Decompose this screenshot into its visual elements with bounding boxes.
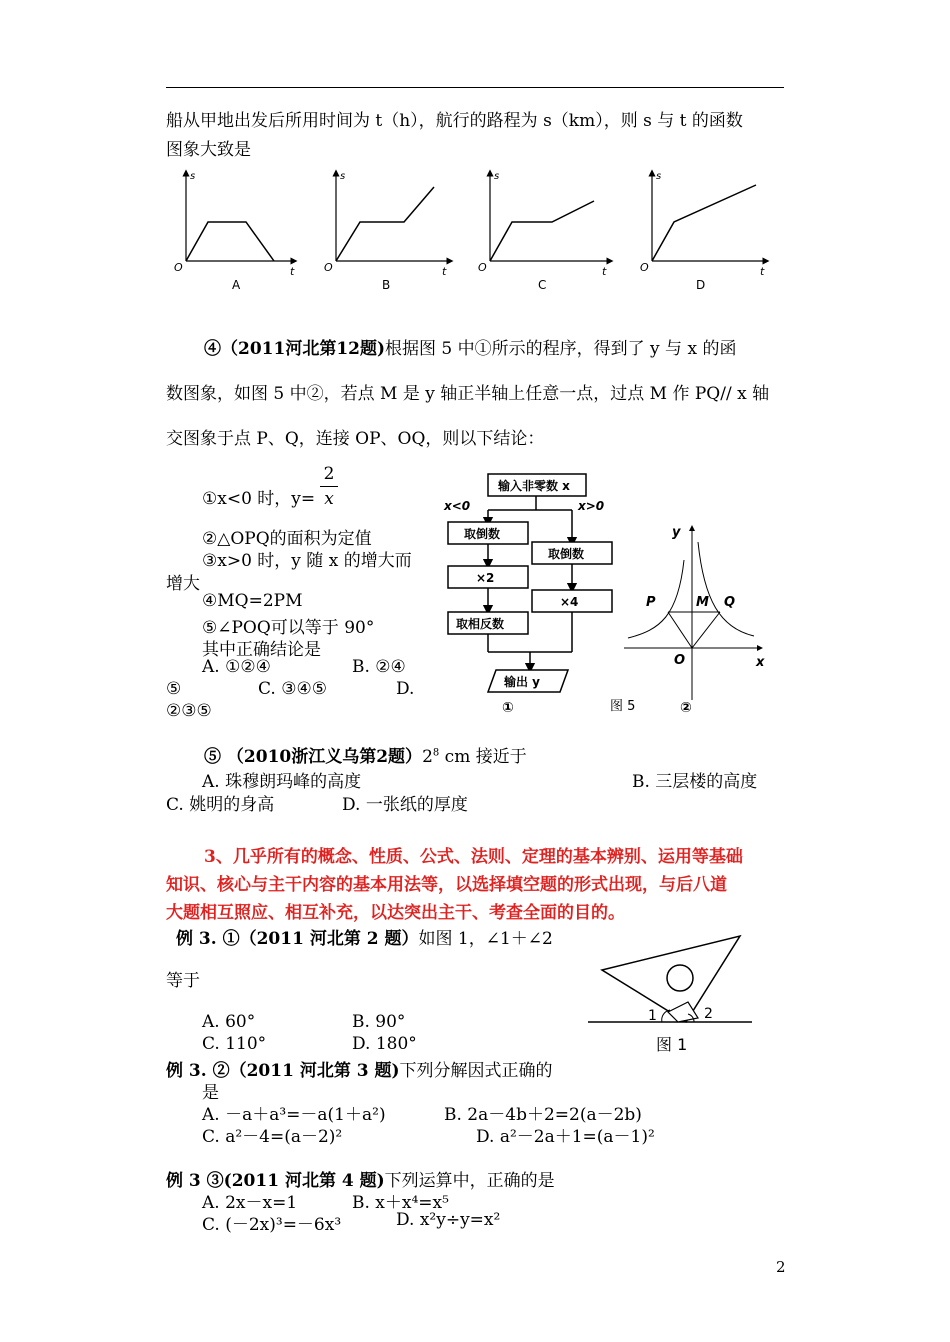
q4-line-1 <box>204 334 736 359</box>
ex3b-line-2: 是 <box>202 1083 219 1103</box>
fig1-angle-1: 1 <box>648 1008 657 1024</box>
fig1-caption: 图 1 <box>656 1035 688 1054</box>
ex3b-head: 例 3. ②（2011 河北第 3 题) <box>166 1061 400 1081</box>
flow-input: 输入非零数 x <box>498 479 570 493</box>
figure-1 <box>584 930 754 1060</box>
graph-d-t: t <box>760 265 765 278</box>
flow-left-2: ×2 <box>476 571 495 585</box>
q4-choice-1 <box>202 484 315 509</box>
graph-a <box>174 171 295 292</box>
ex3c-opt-c: C. (－2x)³=－6x³ <box>202 1215 342 1235</box>
ex3a-head: 例 3. ①（2011 河北第 2 题） <box>176 929 419 949</box>
q4-opt-b2: ⑤ <box>166 679 182 699</box>
flow-right-2: ×4 <box>560 595 579 609</box>
flow-left-cond: x<0 <box>444 499 471 513</box>
ex3c-rest: 下列运算中，正确的是 <box>384 1171 555 1191</box>
ex3c-head: 例 3 ③(2011 河北第 4 题) <box>166 1171 385 1191</box>
ex3a-line <box>176 924 553 949</box>
ex3b-opt-d: D. a²－2a＋1=(a－1)² <box>476 1127 655 1147</box>
q4-choice-4: ④MQ=2PM <box>202 591 303 611</box>
ex3a-opt-c: C. 110° <box>202 1034 267 1054</box>
q5-base: 2 <box>422 747 433 767</box>
graph-c-s: s <box>494 171 500 182</box>
flow-right-cond: x>0 <box>578 499 605 513</box>
ex3b-line <box>166 1056 553 1081</box>
flow-output: 输出 y <box>504 675 541 689</box>
graph-b-o: O <box>324 261 333 274</box>
ex3a-opt-b: B. 90° <box>352 1012 406 1032</box>
ex3a-opt-d: D. 180° <box>352 1034 417 1054</box>
q5-opt-a: A. 珠穆朗玛峰的高度 <box>202 772 362 792</box>
q4-line-3: 交图象于点 P、Q，连接 OP、OQ，则以下结论： <box>166 429 545 449</box>
q4-opt-a: A. ①②④ <box>202 657 271 677</box>
q4-choice-3b: 增大 <box>166 574 200 594</box>
flow-right-1: 取倒数 <box>548 547 585 561</box>
graph-a-s: s <box>190 171 196 182</box>
fig1-angle-2: 2 <box>704 1006 713 1022</box>
graph-p: P <box>646 595 656 610</box>
graph-c-t: t <box>602 265 607 278</box>
ex3a-line-2: 等于 <box>166 971 200 991</box>
graph-b-t: t <box>442 265 447 278</box>
section3-line-3: 大题相互照应、相互补充，以达突出主干、考查全面的目的。 <box>166 903 625 923</box>
q5-opt-d: D. 一张纸的厚度 <box>342 795 468 815</box>
ex3c-opt-d: D. x²y÷y=x² <box>396 1210 501 1230</box>
q5-rest: cm 接近于 <box>439 747 527 767</box>
st-graphs <box>166 165 786 300</box>
graph-a-label: A <box>232 278 241 292</box>
q4-opt-c: C. ③④⑤ <box>258 679 327 699</box>
q4-opt-b: B. ②④ <box>352 657 406 677</box>
q4-opt-d2: ②③⑤ <box>166 701 212 721</box>
q5-line <box>204 742 527 767</box>
graph-fig: 图 5 <box>610 699 636 714</box>
q4-opt-d: D. <box>396 679 415 699</box>
reciprocal-graph <box>610 520 770 720</box>
ex3c-opt-a: A. 2x－x=1 <box>202 1193 298 1213</box>
q4-line-1-rest: 根据图 5 中①所示的程序，得到了 y 与 x 的函 <box>385 339 737 359</box>
q4-choice-1-text: ①x<0 时，y= <box>202 489 316 509</box>
q5-head: ⑤ （2010浙江义乌第2题） <box>204 747 423 767</box>
graph-num-2: ② <box>680 700 692 716</box>
page-number: 2 <box>776 1258 786 1276</box>
section3-line-1: 3、几乎所有的概念、性质、公式、法则、定理的基本辨别、运用等基础 <box>204 847 743 867</box>
intro-line-1: 船从甲地出发后所用时间为 t（h），航行的路程为 s（km），则 s 与 t 的函数 <box>166 111 743 131</box>
q4-frac-den: x <box>324 489 334 509</box>
graph-d <box>640 171 766 292</box>
intro-line-2: 图象大致是 <box>166 140 251 160</box>
graph-d-label: D <box>696 278 706 292</box>
flow-left-1: 取倒数 <box>464 527 501 541</box>
q4-head: ④（2011河北第12题) <box>204 339 386 359</box>
graph-c-o: O <box>478 261 487 274</box>
q4-frac-num: 2 <box>323 464 335 484</box>
ex3b-opt-b: B. 2a－4b＋2=2(a－2b) <box>444 1105 642 1125</box>
graph-b-s: s <box>340 171 346 182</box>
ex3b-opt-c: C. a²－4=(a－2)² <box>202 1127 343 1147</box>
graph-y: y <box>672 525 681 540</box>
q4-choice-2: ②△OPQ的面积为定值 <box>202 529 372 549</box>
q4-choice-3: ③x>0 时，y 随 x 的增大而 <box>202 551 412 571</box>
graph-a-o: O <box>174 261 183 274</box>
section3-line-2: 知识、核心与主干内容的基本用法等，以选择填空题的形式出现，与后八道 <box>166 875 727 895</box>
graph-d-s: s <box>656 171 662 182</box>
graph-c <box>478 171 610 292</box>
q4-fraction <box>320 462 338 511</box>
graph-q: Q <box>724 595 736 610</box>
flow-num-1: ① <box>502 700 514 716</box>
ex3b-rest: 下列分解因式正确的 <box>399 1061 553 1081</box>
flow-left-3: 取相反数 <box>456 617 505 631</box>
header-rule <box>166 87 784 88</box>
ex3b-opt-a: A. －a＋a³=－a(1＋a²) <box>202 1105 386 1125</box>
graph-c-label: C <box>538 278 547 292</box>
flowchart <box>440 468 620 718</box>
q4-prompt: 其中正确结论是 <box>202 640 321 660</box>
graph-d-o: O <box>640 261 649 274</box>
q5-opt-c: C. 姚明的身高 <box>166 795 275 815</box>
graph-o: O <box>674 653 686 668</box>
graph-a-t: t <box>290 265 295 278</box>
q4-line-2: 数图象，如图 5 中②，若点 M 是 y 轴正半轴上任意一点，过点 M 作 PQ// x 轴 <box>166 384 770 404</box>
graph-b-label: B <box>382 278 391 292</box>
q5-exp: 8 <box>432 747 440 759</box>
graph-x: x <box>756 655 765 670</box>
graph-m: M <box>696 595 709 610</box>
q5-opt-b: B. 三层楼的高度 <box>632 772 758 792</box>
ex3c-opt-b: B. x＋x⁴=x⁵ <box>352 1193 449 1213</box>
graph-b <box>324 171 450 292</box>
ex3a-rest: 如图 1，∠1＋∠2 <box>418 929 553 949</box>
q4-choice-5: ⑤∠POQ可以等于 90° <box>202 618 375 638</box>
ex3a-opt-a: A. 60° <box>202 1012 256 1032</box>
